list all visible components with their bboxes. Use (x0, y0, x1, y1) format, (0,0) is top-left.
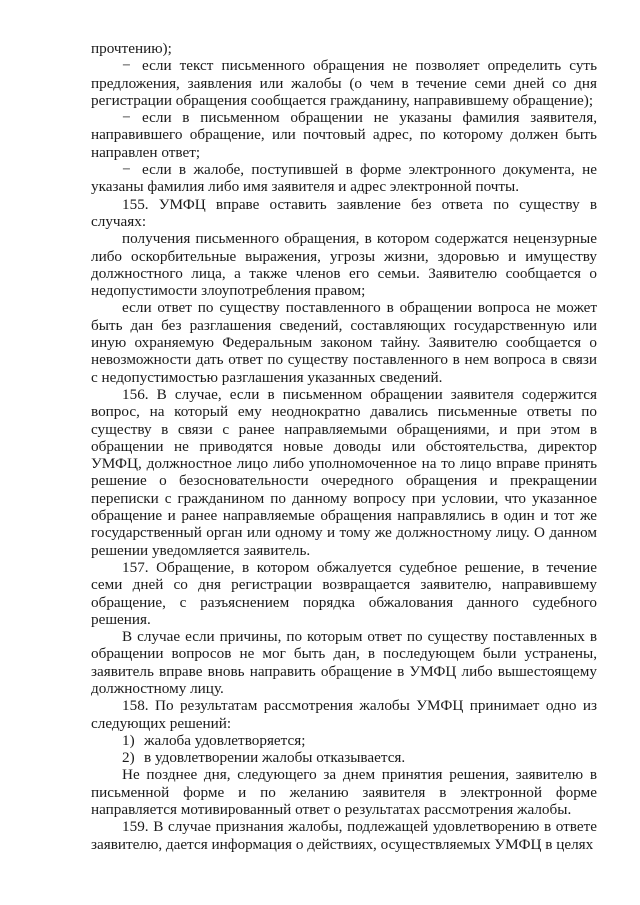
list-item-numbered (91, 732, 597, 749)
list-item-dash (91, 161, 597, 196)
paragraph: В случае если причины, по которым ответ по существу поставленных в обращении вопросов не мог быть дан, в последующем были устранены, заявитель вправе вновь направить обращение в УМФЦ либо вышестоящему должностному лицу. (91, 628, 597, 697)
list-item-text: в удовлетворении жалобы отказывается. (144, 749, 406, 767)
list-item-text: если в письменном обращении не указаны фамилия заявителя, направившего обращение, или почтовый адрес, по которому должен быть направлен ответ; (91, 109, 597, 161)
dash-marker: − (122, 109, 131, 127)
number-marker: 2) (122, 749, 135, 767)
paragraph: Не позднее дня, следующего за днем принятия решения, заявителю в письменной форме и по желанию заявителя в электронной форме направляется мотивированный ответ о результатах рассмотрения жалобы. (91, 766, 597, 819)
paragraph: получения письменного обращения, в котором содержатся нецензурные либо оскорбительные выражения, угрозы жизни, здоровью и имуществу должностного лица, а также членов его семьи. Заявителю сообщается о недопустимости злоупотребления правом; (91, 230, 597, 300)
dash-marker: − (122, 161, 131, 179)
paragraph-158: 158. По результатам рассмотрения жалобы УМФЦ принимает одно из следующих решений: (91, 697, 597, 732)
number-marker: 1) (122, 731, 135, 749)
list-item-text: если текст письменного обращения не позволяет определить суть предложения, заявления или жалобы (о чем в течение семи дней со дня регистрации обращения сообщается гражданину, направившему обращение); (91, 57, 597, 109)
list-item-dash (91, 57, 597, 109)
paragraph-157: 157. Обращение, в котором обжалуется судебное решение, в течение семи дней со дня регистрации возвращается заявителю, направившему обращение, с разъяснением порядка обжалования данного судебного решения. (91, 558, 597, 628)
list-item-numbered (91, 749, 597, 766)
list-item-text: если в жалобе, поступившей в форме электронного документа, не указаны фамилия либо имя заявителя и адрес электронной почты. (91, 161, 597, 196)
paragraph-159: 159. В случае признания жалобы, подлежащей удовлетворению в ответе заявителю, дается информация о действиях, осуществляемых УМФЦ в целях (91, 818, 597, 853)
list-item-text: жалоба удовлетворяется; (144, 731, 306, 749)
paragraph: если ответ по существу поставленного в обращении вопроса не может быть дан без разглашения сведений, составляющих государственную или иную охраняемую Федеральным законом тайну. Заявителю сообщается о невозможности дать ответ по существу поставленного в нем вопроса в связи с недопустимостью разглашения указанных сведений. (91, 299, 597, 386)
document-body (91, 40, 597, 853)
list-item-dash (91, 109, 597, 161)
dash-marker: − (122, 57, 131, 75)
paragraph-continuation: прочтению); (91, 40, 172, 57)
paragraph-156: 156. В случае, если в письменном обращении заявителя содержится вопрос, на который ему неоднократно давались письменные ответы по существу в связи с ранее направляемыми обращениями, и при этом в обращении не приводятся новые доводы или обстоятельства, директор УМФЦ, должностное лицо либо уполномоченное на то лицо вправе принять решение о безосновательности очередного обращения и прекращении переписки с гражданином по данному вопросу при условии, что указанное обращение и ранее направляемые обращения направлялись в один и тот же государственный орган или одному и тому же должностному лицу. О данном решении уведомляется заявитель. (91, 385, 597, 559)
paragraph-155: 155. УМФЦ вправе оставить заявление без ответа по существу в случаях: (91, 195, 597, 230)
